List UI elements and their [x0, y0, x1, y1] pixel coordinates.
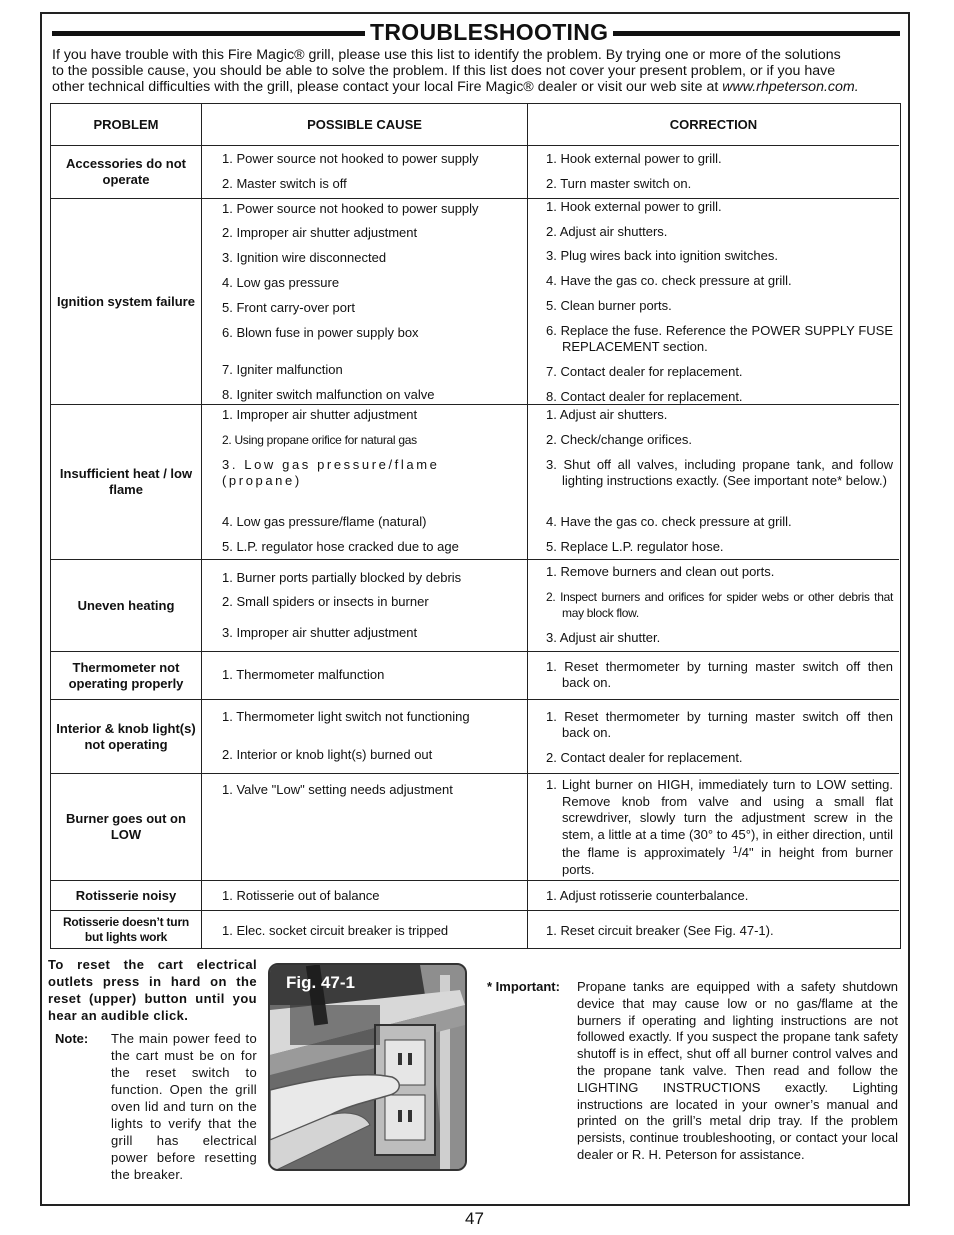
intro-line-2: to the possible cause, you should be able to solve the problem. If this list does not cover your present problem, or if you have: [52, 63, 836, 79]
correction-item: 2. Adjust air shutters.: [546, 224, 668, 239]
correction-item: 2. Check/change orifices.: [546, 432, 692, 447]
cause-item: 1. Thermometer light switch not functioning: [222, 709, 470, 724]
cause-item: 5. L.P. regulator hose cracked due to age: [222, 539, 459, 554]
correction-item: 3. Plug wires back into ignition switches.: [546, 248, 778, 263]
cause-cell: [202, 652, 528, 699]
title-rule-left: [52, 31, 370, 36]
correction-item: 1. Adjust rotisserie counterbalance.: [546, 888, 749, 903]
cause-cell: [202, 774, 528, 880]
correction-item: 4. Have the gas co. check pressure at grill.: [546, 514, 792, 529]
figure-photo: [268, 963, 467, 1171]
page-number: 47: [465, 1209, 484, 1228]
title-rule-right: [587, 31, 900, 36]
correction-cell: [528, 652, 899, 699]
problem-cell: Rotisserie noisy: [51, 881, 202, 910]
cause-item: 2. Small spiders or insects in burner: [222, 594, 429, 609]
fraction-numerator: 1: [732, 845, 739, 857]
correction-text-a: 1. Light burner on HIGH, immediately turn to LOW setting. Remove knob from valve and using a small flat screwdriver, slowly turn the adjustment screw in the stem, a little at a time (30° to 45°), in either direction, until the flame is approximately: [546, 777, 893, 861]
correction-item: 2. Turn master switch on.: [546, 176, 692, 191]
cause-cell: [202, 405, 528, 559]
important-text: Propane tanks are equipped with a safety shutdown device that may cause low or no gas/flame at the burners if operating and lighting instructions are not followed exactly. If you suspect the propane tank safety shutoff is in effect, shut off all burner control valves and the propane tank valve. Then read and follow the LIGHTING INSTRUCTIONS exactly. Lighting instructions are located in your owner’s manual and printed on the grill’s metal drip tray. If the problem persists, continue troubleshooting, or contact your local dealer or R. H. Peterson for assistance.: [577, 979, 898, 1162]
correction-item: 4. Have the gas co. check pressure at grill.: [546, 273, 792, 288]
problem-cell: Rotisserie doesn’t turn but lights work: [51, 911, 202, 948]
table-row: [51, 559, 899, 651]
correction-item: 8. Contact dealer for replacement.: [546, 389, 743, 404]
correction-cell: [528, 774, 899, 880]
table-row: [51, 198, 899, 404]
correction-item: 1. Hook external power to grill.: [546, 151, 722, 166]
cause-cell: [202, 199, 528, 404]
cause-item: 1. Valve "Low" setting needs adjustment: [222, 782, 453, 797]
header-correction: CORRECTION: [669, 117, 758, 132]
correction-item: 1. Reset circuit breaker (See Fig. 47-1).: [546, 923, 774, 938]
reset-instructions: [48, 956, 257, 1182]
correction-text-b: " in height from burner ports.: [562, 845, 893, 877]
correction-cell: [528, 881, 899, 910]
problem-cell: Insufficient heat / low flame: [51, 405, 202, 559]
table-row: [51, 699, 899, 773]
correction-item: 1. Adjust air shutters.: [546, 407, 668, 422]
intro-line-3-text: other technical difficulties with the grill, please contact your local Fire Magic® dealer or visit our web site at: [52, 79, 719, 95]
troubleshooting-table: [50, 103, 901, 949]
correction-item: 3. Shut off all valves, including propane tank, and follow lighting instructions exactly. (See important note* below.): [546, 457, 893, 488]
correction-cell: [528, 911, 899, 948]
table-row: [51, 910, 899, 948]
cause-item: 3. Ignition wire disconnected: [222, 250, 387, 265]
cause-item: 2. Interior or knob light(s) burned out: [222, 747, 433, 762]
cause-item: 4. Low gas pressure: [222, 275, 340, 290]
correction-cell: [528, 146, 899, 198]
cause-item: 4. Low gas pressure/flame (natural): [222, 514, 427, 529]
table-row: [51, 145, 899, 198]
cause-cell: [202, 146, 528, 198]
problem-cell: Burner goes out on LOW: [51, 774, 202, 880]
cause-item: 1. Rotisserie out of balance: [222, 888, 380, 903]
website-link[interactable]: www.rhpeterson.com.: [722, 79, 859, 95]
cause-item: 5. Front carry-over port: [222, 300, 355, 315]
reset-note: To reset the cart electrical outlets press in hard on the reset (upper) button until you hear an audible click.: [48, 957, 257, 1023]
correction-cell: [528, 405, 899, 559]
problem-cell: Thermometer not operating properly: [51, 652, 202, 699]
table-header-row: [51, 104, 899, 145]
correction-item: 6. Replace the fuse. Reference the POWER SUPPLY FUSE REPLACEMENT section.: [546, 323, 893, 354]
correction-item: 7. Contact dealer for replacement.: [546, 364, 743, 379]
problem-cell: Accessories do not operate: [51, 146, 202, 198]
header-problem: PROBLEM: [51, 104, 202, 145]
cause-item: 2. Using propane orifice for natural gas: [222, 433, 417, 447]
intro-paragraph: [52, 47, 900, 95]
cause-item: 1. Improper air shutter adjustment: [222, 407, 418, 422]
correction-cell: [528, 700, 899, 773]
correction-item: 2. Contact dealer for replacement.: [546, 750, 743, 765]
note-label: Note:: [55, 1031, 89, 1046]
correction-item: 2. Inspect burners and orifices for spider webs or other debris that may block flow.: [546, 590, 893, 620]
correction-item: [546, 777, 893, 879]
important-label: * Important:: [487, 979, 560, 994]
problem-cell: Ignition system failure: [51, 199, 202, 404]
table-row: [51, 773, 899, 880]
correction-item: 3. Adjust air shutter.: [546, 630, 661, 645]
correction-cell: [528, 199, 899, 404]
cause-cell: [202, 881, 528, 910]
cause-item: 2. Improper air shutter adjustment: [222, 225, 418, 240]
cause-cell: [202, 911, 528, 948]
correction-item: 5. Replace L.P. regulator hose.: [546, 539, 724, 554]
problem-cell: Interior & knob light(s) not operating: [51, 700, 202, 773]
intro-line-1: If you have trouble with this Fire Magic® grill, please use this list to identify the problem. By trying one or more of the solutions: [52, 47, 841, 63]
cause-item: 1. Elec. socket circuit breaker is tripped: [222, 923, 449, 938]
cause-item: 3. Improper air shutter adjustment: [222, 625, 418, 640]
header-cause: POSSIBLE CAUSE: [202, 104, 528, 145]
cause-item: 3. Low gas pressure/flame (propane): [222, 457, 440, 488]
correction-item: 5. Clean burner ports.: [546, 298, 672, 313]
cause-item: 1. Power source not hooked to power supply: [222, 201, 479, 216]
figure-label: Fig. 47-1: [286, 973, 355, 992]
cause-item: 1. Thermometer malfunction: [222, 667, 385, 682]
cause-item: 1. Power source not hooked to power supply: [222, 151, 479, 166]
fraction-denominator: /4: [738, 845, 749, 861]
correction-item: 1. Reset thermometer by turning master switch off then back on.: [546, 709, 893, 740]
problem-cell: Uneven heating: [51, 560, 202, 651]
correction-item: 1. Hook external power to grill.: [546, 199, 722, 214]
cause-cell: [202, 700, 528, 773]
cause-cell: [202, 560, 528, 651]
table-row: [51, 651, 899, 699]
outlet-photo-illustration: [270, 965, 467, 1171]
cause-item: 6. Blown fuse in power supply box: [222, 325, 419, 340]
correction-item: 1. Remove burners and clean out ports.: [546, 564, 775, 579]
correction-cell: [528, 560, 899, 651]
cause-item: 7. Igniter malfunction: [222, 362, 343, 377]
note-text: The main power feed to the cart must be on for the reset switch to function. Open the grill oven lid and turn on the lights to verify that the grill has electrical power before resetting the breaker.: [111, 1031, 257, 1182]
table-row: [51, 404, 899, 559]
correction-item: 1. Reset thermometer by turning master switch off then back on.: [546, 659, 893, 690]
page-title: TROUBLESHOOTING: [365, 18, 613, 46]
cause-item: 1. Burner ports partially blocked by debris: [222, 570, 462, 585]
cause-item: 2. Master switch is off: [222, 176, 347, 191]
title-bar: [52, 18, 900, 46]
table-row: [51, 880, 899, 910]
cause-item: 8. Igniter switch malfunction on valve: [222, 387, 435, 402]
intro-line-3: [52, 79, 900, 95]
